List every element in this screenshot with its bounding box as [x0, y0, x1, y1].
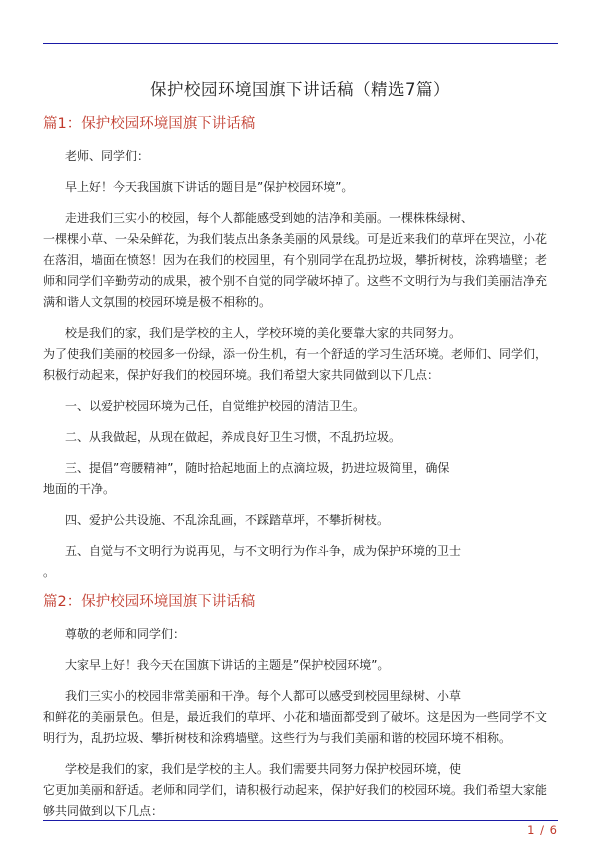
paragraph: 老师、同学们：: [65, 149, 150, 163]
paragraph-line: 为了使我们美丽的校园多一份绿，添一份生机，有一个舒适的学习生活环境。老师们、同学们，: [43, 347, 548, 361]
paragraph-line: 和鲜花的美丽景色。但是，最近我们的草坪、小花和墙面都受到了破坏。这是因为一些同学不文: [43, 710, 548, 724]
paragraph-line: 积极行动起来，保护好我们的校园环境。我们希望大家共同做到以下几点：: [43, 368, 440, 382]
paragraph-line: 地面的干净。: [43, 482, 116, 496]
list-item: 一、以爱护校园环境为己任，自觉维护校园的清洁卫生。: [65, 399, 366, 413]
header-rule: [43, 43, 558, 44]
paragraph-line: 它更加美丽和舒适。老师和同学们，请积极行动起来，保护好我们的校园环境。我们希望大家能: [43, 783, 548, 797]
paragraph: 走进我们三实小的校园，每个人都能感受到她的洁净和美丽。一棵株株绿树、: [65, 211, 474, 225]
paragraph: 学校是我们的家，我们是学校的主人。我们需要共同努力保护校园环境，使: [65, 762, 462, 776]
list-item: 四、爱护公共设施、不乱涂乱画，不踩踏草坪，不攀折树枝。: [65, 513, 390, 527]
paragraph-line: 师和同学们辛勤劳动的成果，被个别不自觉的同学破坏掉了。这些不文明行为与我们美丽洁净充: [43, 274, 548, 288]
document-title: 保护校园环境国旗下讲话稿（精选7篇）: [150, 80, 450, 99]
section-heading-2: 篇2：保护校园环境国旗下讲话稿: [43, 594, 256, 610]
list-item: 三、提倡”弯腰精神”，随时拾起地面上的点滴垃圾，扔进垃圾简里，确保: [65, 461, 450, 475]
paragraph: 大家早上好！我今天在国旗下讲话的主题是”保护校园环境”。: [65, 658, 390, 672]
list-item: 五、自觉与不文明行为说再见，与不文明行为作斗争，成为保护环境的卫士: [65, 544, 462, 558]
paragraph-line: 在落泪，墙面在愤怒！因为在我们的校园里，有个别同学在乱扔垃圾，攀折树枝，涂鸦墙壁；老: [43, 253, 548, 267]
section-heading-1: 篇1：保护校园环境国旗下讲话稿: [43, 116, 256, 132]
paragraph-line: 够共同做到以下几点：: [43, 804, 164, 818]
paragraph-line: 。: [43, 565, 56, 579]
paragraph: 我们三实小的校园非常美丽和干净。每个人都可以感受到校园里绿树、小草: [65, 689, 462, 703]
paragraph-line: 明行为，乱扔垃圾、攀折树枝和涂鸦墙壁。这些行为与我们美丽和谐的校园环境不相称。: [43, 731, 512, 745]
paragraph-line: 一棵棵小草、一朵朵鲜花，为我们装点出条条美丽的风景线。可是近来我们的草坪在哭泣，小花: [43, 232, 548, 246]
footer-rule: [43, 820, 558, 821]
paragraph: 校是我们的家，我们是学校的主人，学校环境的美化要靠大家的共同努力。: [65, 326, 462, 340]
page-number: 1 / 6: [527, 823, 558, 837]
paragraph: 尊敬的老师和同学们：: [65, 627, 186, 641]
list-item: 二、从我做起，从现在做起，养成良好卫生习惯，不乱扔垃圾。: [65, 430, 402, 444]
paragraph: 早上好！今天我国旗下讲话的题目是”保护校园环境”。: [65, 180, 354, 194]
paragraph-line: 满和谐人文氛围的校园环境是极不相称的。: [43, 295, 272, 309]
